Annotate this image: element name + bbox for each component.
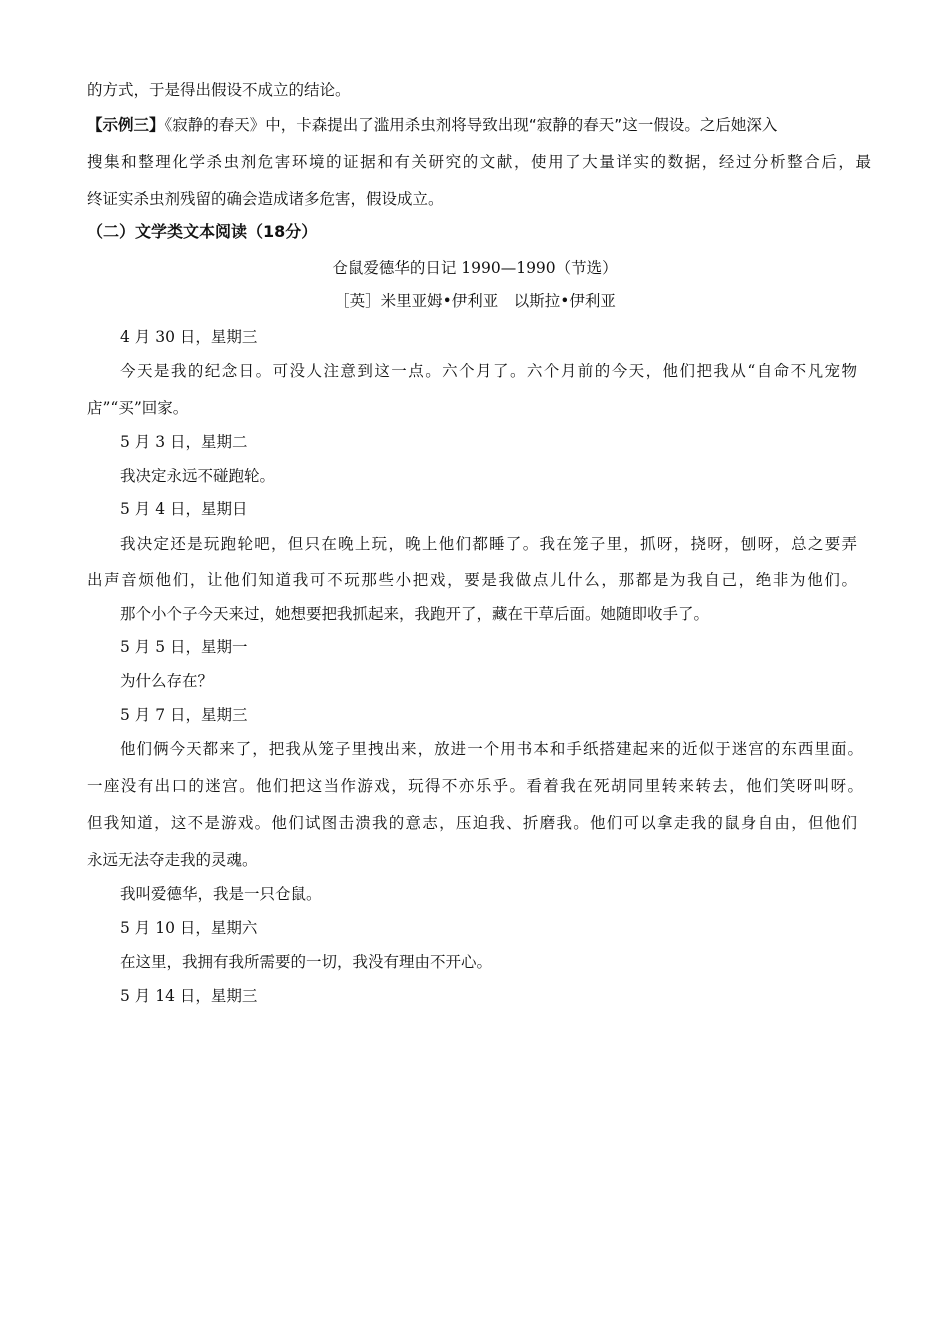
paragraph-line: 终证实杀虫剂残留的确会造成诸多危害，假设成立。 bbox=[87, 190, 444, 208]
diary-date: 4 月 30 日，星期三 bbox=[120, 328, 258, 346]
example-text: 《寂静的春天》中，卡森提出了滥用杀虫剂将导致出现“寂静的春天”这一假设。之后她深入 bbox=[164, 116, 778, 134]
story-title: 仓鼠爱德华的日记 1990—1990（节选） bbox=[332, 259, 618, 277]
diary-line: 出声音烦他们，让他们知道我可不玩那些小把戏，要是我做点儿什么，那都是为我自己，绝非为他们。 bbox=[87, 571, 857, 589]
diary-date: 5 月 4 日，星期日 bbox=[120, 500, 248, 518]
paragraph-line: 搜集和整理化学杀虫剂危害环境的证据和有关研究的文献，使用了大量详实的数据，经过分析整合后，最 bbox=[87, 153, 871, 171]
example-label: 【示例三】 bbox=[87, 116, 165, 134]
diary-line: 那个小个子今天来过，她想要把我抓起来，我跑开了，藏在干草后面。她随即收手了。 bbox=[120, 605, 710, 623]
diary-line: 但我知道，这不是游戏。他们试图击溃我的意志，压迫我、折磨我。他们可以拿走我的鼠身自由，但他们 bbox=[87, 814, 857, 832]
diary-date: 5 月 14 日，星期三 bbox=[120, 987, 258, 1005]
diary-line: 今天是我的纪念日。可没人注意到这一点。六个月了。六个月前的今天，他们把我从“自命不凡宠物 bbox=[120, 362, 857, 380]
diary-line: 永远无法夺走我的灵魂。 bbox=[87, 851, 258, 869]
diary-date: 5 月 10 日，星期六 bbox=[120, 919, 258, 937]
diary-line: 我决定还是玩跑轮吧，但只在晚上玩，晚上他们都睡了。我在笼子里，抓呀，挠呀，刨呀，总之要弄 bbox=[120, 535, 857, 553]
section-heading: （二）文学类文本阅读（18分） bbox=[87, 222, 318, 241]
diary-line: 他们俩今天都来了，把我从笼子里拽出来，放进一个用书本和手纸搭建起来的近似于迷宫的东西里面。 bbox=[120, 740, 863, 758]
diary-date: 5 月 3 日，星期二 bbox=[120, 433, 248, 451]
story-byline: ［英］米里亚姆•伊利亚 以斯拉•伊利亚 bbox=[334, 292, 616, 310]
diary-line: 一座没有出口的迷宫。他们把这当作游戏，玩得不亦乐乎。看着我在死胡同里转来转去，他们笑呀叫呀。 bbox=[87, 777, 863, 795]
diary-line: 店”“买”回家。 bbox=[87, 399, 189, 417]
diary-date: 5 月 5 日，星期一 bbox=[120, 638, 248, 656]
diary-line: 为什么存在？ bbox=[120, 672, 214, 690]
example-three-line bbox=[87, 115, 871, 135]
diary-line: 我决定永远不碰跑轮。 bbox=[120, 467, 276, 485]
diary-line: 在这里，我拥有我所需要的一切，我没有理由不开心。 bbox=[120, 953, 493, 971]
diary-line: 我叫爱德华，我是一只仓鼠。 bbox=[120, 885, 322, 903]
diary-date: 5 月 7 日，星期三 bbox=[120, 706, 248, 724]
paragraph-line: 的方式，于是得出假设不成立的结论。 bbox=[87, 81, 351, 99]
